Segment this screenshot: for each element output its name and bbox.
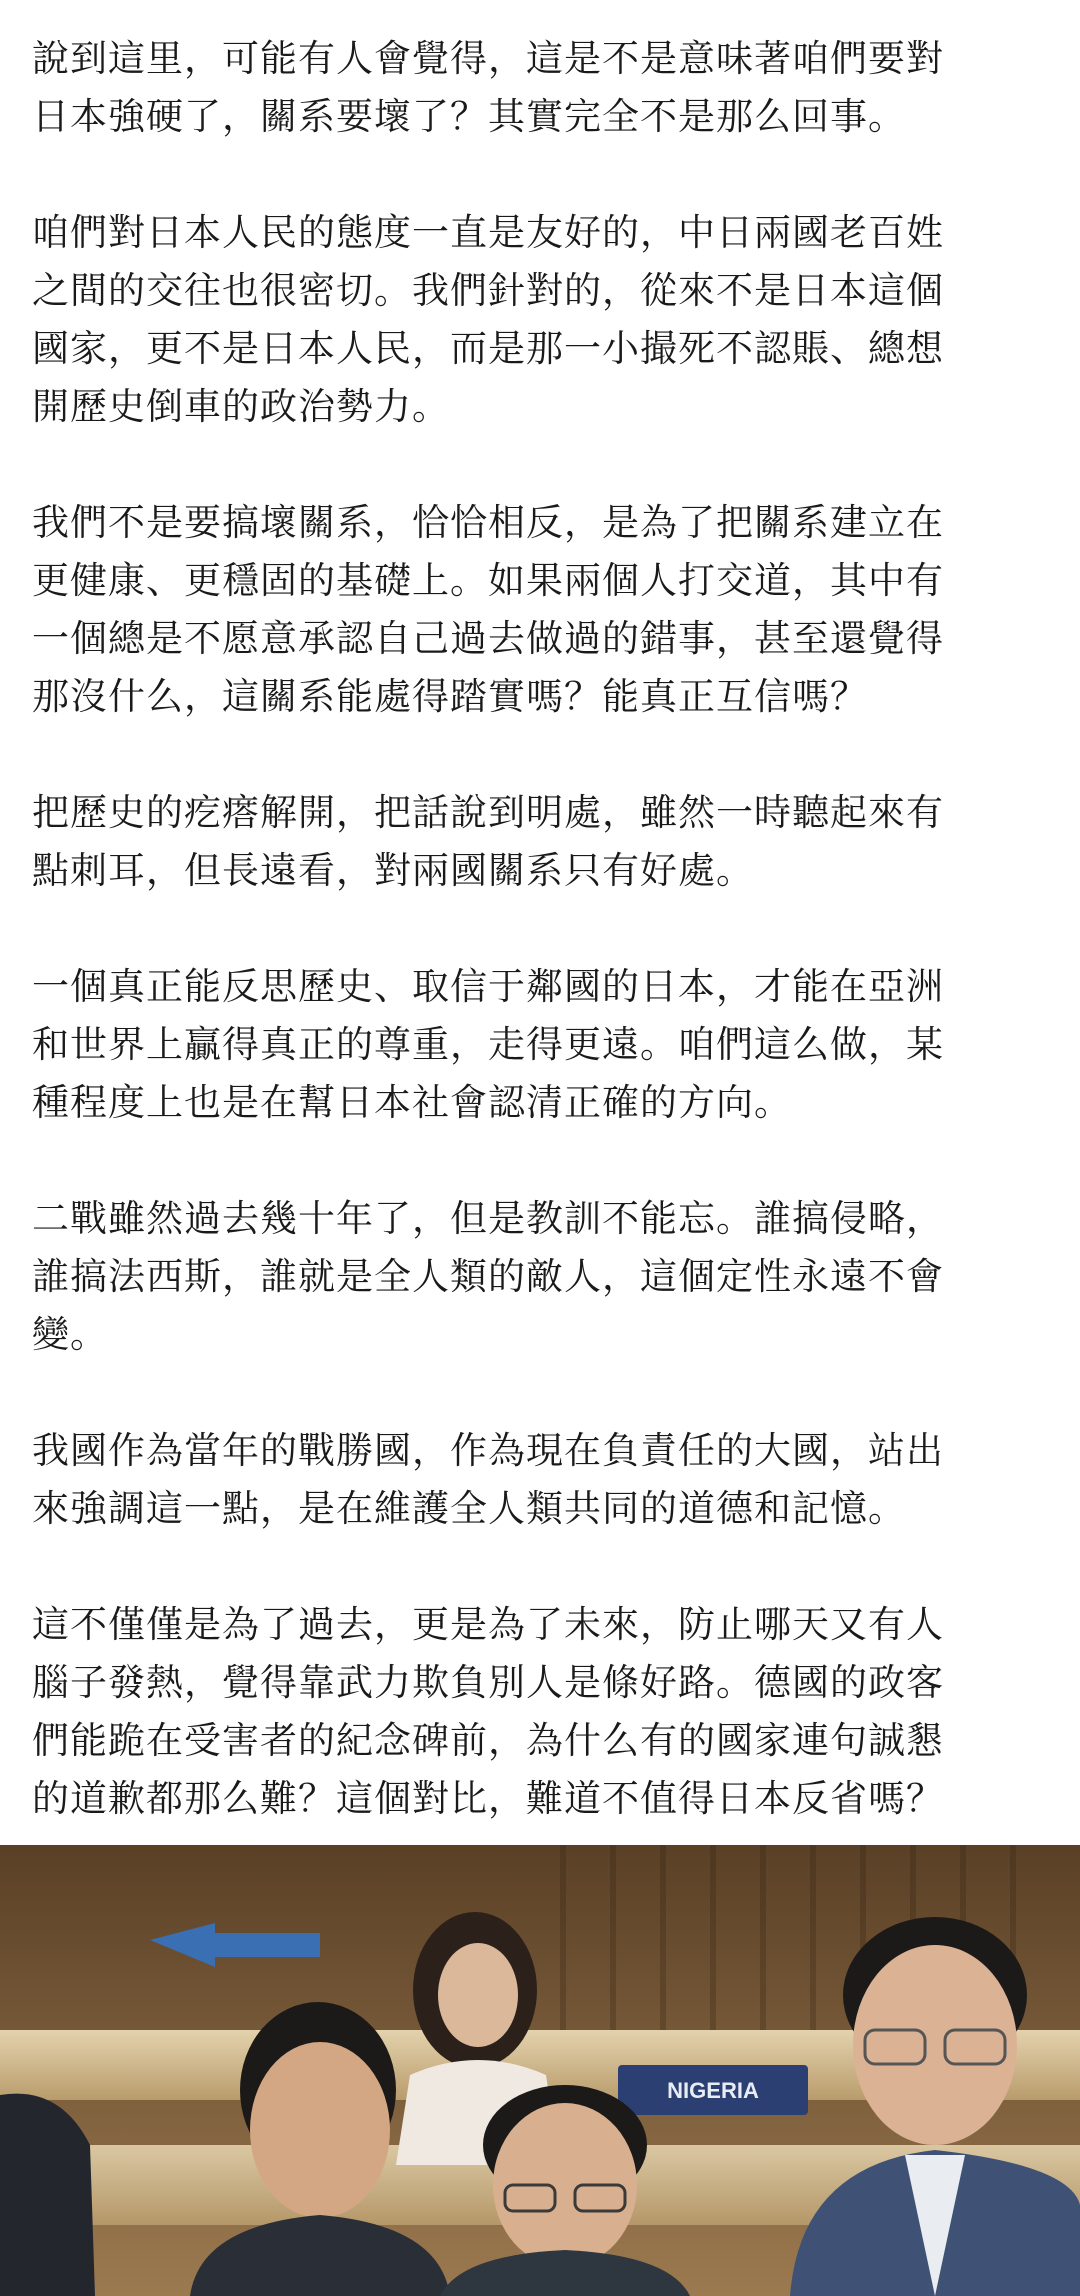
text-line: 之間的交往也很密切。我們針對的，從來不是日本這個 <box>32 269 944 312</box>
person-left-face <box>250 2042 390 2218</box>
text-line: 咱們對日本人民的態度一直是友好的，中日兩國老百姓 <box>32 211 944 254</box>
text-line: 變。 <box>32 1313 108 1356</box>
article-body <box>32 30 1052 1886</box>
text-line: 和世界上贏得真正的尊重，走得更遠。咱們這么做，某 <box>32 1023 944 1066</box>
text-line: 點刺耳，但長遠看，對兩國關系只有好處。 <box>32 849 754 892</box>
text-line: 開歷史倒車的政治勢力。 <box>32 385 450 428</box>
paragraph-5 <box>32 958 1052 1132</box>
paragraph-7 <box>32 1422 1052 1538</box>
text-line: 說到這里，可能有人會覺得，這是不是意味著咱們要對 <box>32 37 944 80</box>
paragraph-6 <box>32 1190 1052 1364</box>
text-line: 二戰雖然過去幾十年了，但是教訓不能忘。誰搞侵略， <box>32 1197 944 1240</box>
text-line: 一個真正能反思歷史、取信于鄰國的日本，才能在亞洲 <box>32 965 944 1008</box>
text-line: 種程度上也是在幫日本社會認清正確的方向。 <box>32 1081 792 1124</box>
text-line: 一個總是不愿意承認自己過去做過的錯事，甚至還覺得 <box>32 617 944 660</box>
text-line: 把歷史的疙瘩解開，把話說到明處，雖然一時聽起來有 <box>32 791 944 834</box>
photo-illustration <box>0 1845 1080 2296</box>
paragraph-3 <box>32 494 1052 726</box>
text-line: 我國作為當年的戰勝國，作為現在負責任的大國，站出 <box>32 1429 944 1472</box>
text-line: 這不僅僅是為了過去，更是為了未來，防止哪天又有人 <box>32 1603 944 1646</box>
paragraph-4 <box>32 784 1052 900</box>
text-line: 那沒什么，這關系能處得踏實嗎？能真正互信嗎？ <box>32 675 868 718</box>
person-right-face <box>853 1945 1017 2145</box>
text-line: 日本強硬了，關系要壞了？其實完全不是那么回事。 <box>32 95 906 138</box>
text-line: 腦子發熱，覺得靠武力欺負別人是條好路。德國的政客 <box>32 1661 944 1704</box>
paragraph-1 <box>32 30 1052 146</box>
text-line: 們能跪在受害者的紀念碑前，為什么有的國家連句誠懇 <box>32 1719 944 1762</box>
conference-photo <box>0 1845 1080 2296</box>
text-line: 誰搞法西斯，誰就是全人類的敵人，這個定性永遠不會 <box>32 1255 944 1298</box>
text-line: 來強調這一點，是在維護全人類共同的道德和記憶。 <box>32 1487 906 1530</box>
paragraph-2 <box>32 204 1052 436</box>
text-line: 國家，更不是日本人民，而是那一小撮死不認賬、總想 <box>32 327 944 370</box>
text-line: 的道歉都那么難？這個對比，難道不值得日本反省嗎？ <box>32 1777 944 1820</box>
text-line: 我們不是要搞壞關系，恰恰相反，是為了把關系建立在 <box>32 501 944 544</box>
text-line: 更健康、更穩固的基礎上。如果兩個人打交道，其中有 <box>32 559 944 602</box>
paragraph-8 <box>32 1596 1052 1828</box>
person-woman-face <box>438 1943 518 2047</box>
nameplate-text: NIGERIA <box>667 2078 759 2103</box>
